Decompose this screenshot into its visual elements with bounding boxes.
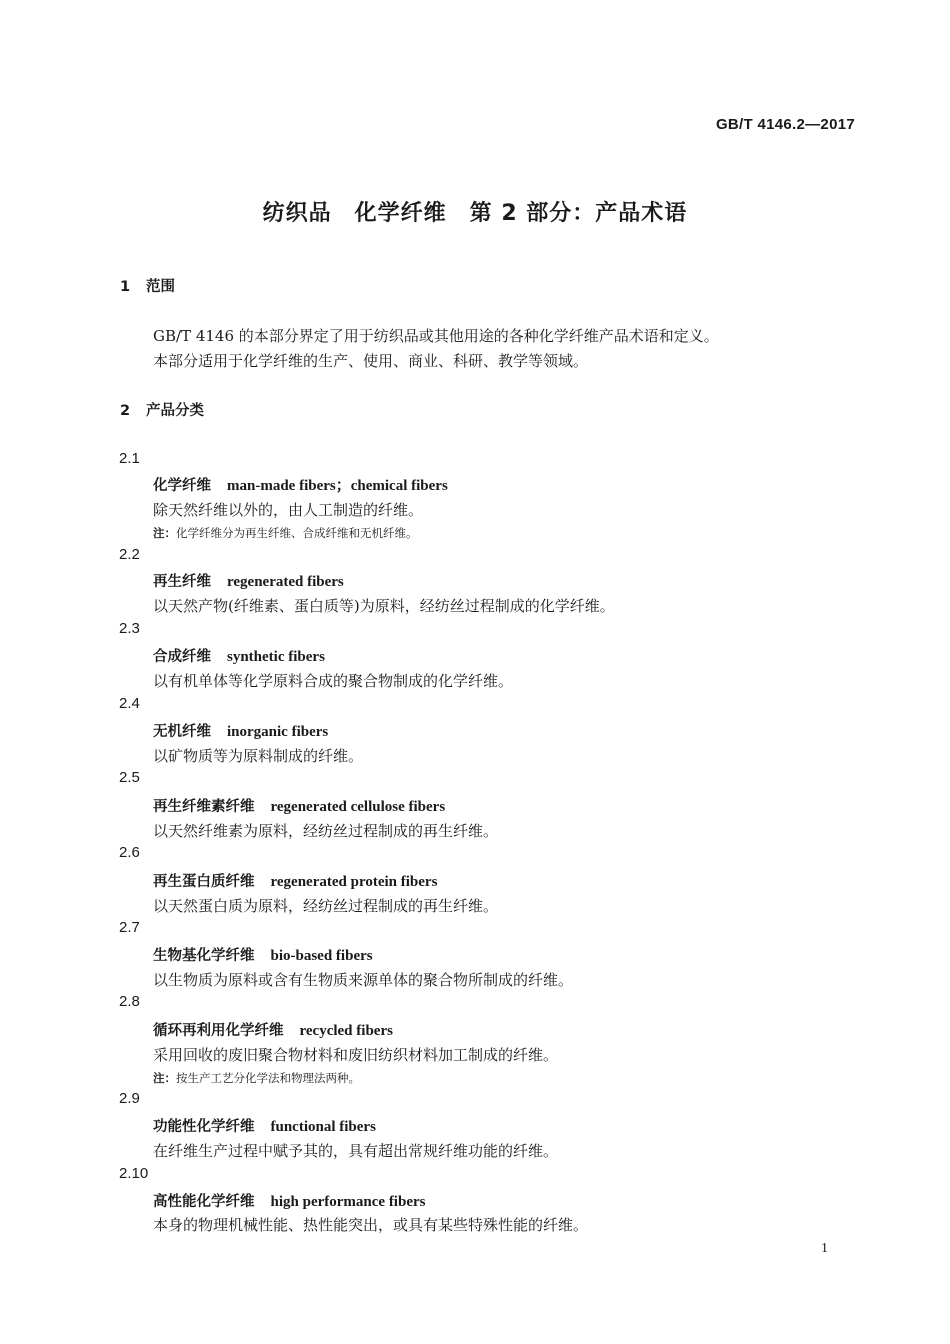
section-1-heading xyxy=(120,275,175,296)
term-en: regenerated fibers xyxy=(227,574,344,590)
entry-number: 2.2 xyxy=(119,546,140,563)
term-line xyxy=(153,795,445,816)
section-title: 范围 xyxy=(146,279,175,295)
note-text: 化学纤维分为再生纤维、合成纤维和无机纤维。 xyxy=(176,526,418,540)
term-zh: 高性能化学纤维 xyxy=(153,1194,255,1210)
definition: 以有机单体等化学原料合成的聚合物制成的化学纤维。 xyxy=(153,672,514,690)
definition: 以天然纤维素为原料，经纺丝过程制成的再生纤维。 xyxy=(153,822,499,840)
note-text: 按生产工艺分化学法和物理法两种。 xyxy=(176,1071,360,1085)
entry-number: 2.4 xyxy=(119,695,140,712)
definition: 以矿物质等为原料制成的纤维。 xyxy=(153,747,364,765)
term-line xyxy=(153,720,328,741)
term-en: regenerated protein fibers xyxy=(270,874,438,890)
term-en: regenerated cellulose fibers xyxy=(270,799,446,815)
term-zh: 功能性化学纤维 xyxy=(153,1119,255,1135)
standard-number: GB/T 4146.2—2017 xyxy=(715,116,855,133)
term-zh: 再生纤维 xyxy=(153,574,211,590)
definition: 在纤维生产过程中赋予其的，具有超出常规纤维功能的纤维。 xyxy=(153,1142,559,1160)
definition: 本身的物理机械性能、热性能突出，或具有某些特殊性能的纤维。 xyxy=(153,1216,589,1234)
term-zh: 无机纤维 xyxy=(153,724,211,740)
scope-paragraph-2: 本部分适用于化学纤维的生产、使用、商业、科研、教学等领域。 xyxy=(153,352,589,370)
term-line xyxy=(153,570,344,591)
term-zh: 再生蛋白质纤维 xyxy=(153,874,255,890)
entry-number: 2.3 xyxy=(119,620,140,637)
term-line xyxy=(153,645,325,666)
document-title: 纺织品 化学纤维 第 2 部分：产品术语 xyxy=(262,201,688,226)
term-line xyxy=(153,1190,425,1211)
note-label: 注： xyxy=(153,1071,176,1085)
term-line xyxy=(153,944,373,965)
section-number: 1 xyxy=(120,279,131,295)
term-zh: 合成纤维 xyxy=(153,649,211,665)
note xyxy=(153,1070,360,1086)
section-2-heading xyxy=(120,399,204,420)
entry-number: 2.8 xyxy=(119,993,140,1010)
entry-number: 2.6 xyxy=(119,844,140,861)
entry-number: 2.5 xyxy=(119,769,140,786)
section-title: 产品分类 xyxy=(146,403,204,419)
entry-number: 2.9 xyxy=(119,1090,140,1107)
term-line xyxy=(153,870,437,891)
scope-paragraph-1: GB/T 4146 的本部分界定了用于纺织品或其他用途的各种化学纤维产品术语和定义。 xyxy=(153,327,719,345)
definition: 采用回收的废旧聚合物材料和废旧纺织材料加工制成的纤维。 xyxy=(153,1046,559,1064)
term-en: synthetic fibers xyxy=(227,649,325,665)
entry-number: 2.1 xyxy=(119,450,140,467)
definition: 除天然纤维以外的，由人工制造的纤维。 xyxy=(153,501,424,519)
note-label: 注： xyxy=(153,526,176,540)
term-zh: 化学纤维 xyxy=(153,478,211,494)
term-zh: 循环再利用化学纤维 xyxy=(153,1023,284,1039)
definition: 以天然产物(纤维素、蛋白质等)为原料，经纺丝过程制成的化学纤维。 xyxy=(153,597,615,615)
page-number: 1 xyxy=(821,1241,828,1256)
term-line xyxy=(153,1019,393,1040)
term-line xyxy=(153,474,448,495)
term-zh: 再生纤维素纤维 xyxy=(153,799,255,815)
term-en: inorganic fibers xyxy=(227,724,329,740)
note xyxy=(153,525,418,541)
term-en: recycled fibers xyxy=(299,1023,393,1039)
section-number: 2 xyxy=(120,403,131,419)
term-en: bio-based fibers xyxy=(270,948,373,964)
term-en: high performance fibers xyxy=(270,1194,426,1210)
definition: 以生物质为原料或含有生物质来源单体的聚合物所制成的纤维。 xyxy=(153,971,574,989)
term-line xyxy=(153,1115,376,1136)
entry-number: 2.7 xyxy=(119,919,140,936)
definition: 以天然蛋白质为原料，经纺丝过程制成的再生纤维。 xyxy=(153,897,499,915)
entry-number: 2.10 xyxy=(119,1165,149,1182)
term-zh: 生物基化学纤维 xyxy=(153,948,255,964)
term-en: man-made fibers；chemical fibers xyxy=(227,478,448,494)
term-en: functional fibers xyxy=(270,1119,376,1135)
